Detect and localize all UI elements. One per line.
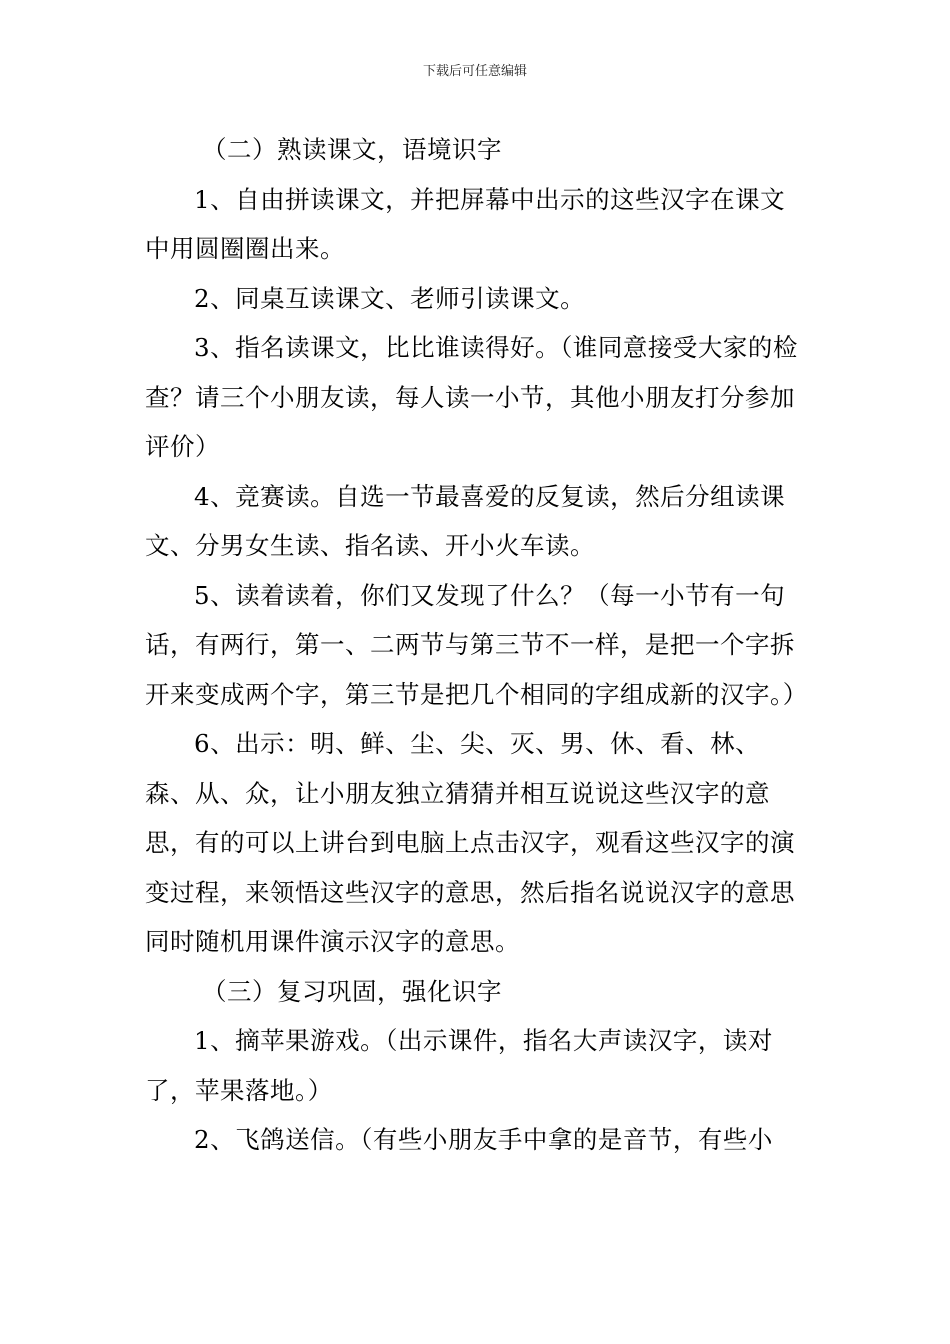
paragraph-2-5: 5、读着读着，你们又发现了什么？（每一小节有一句话，有两行，第一、二两节与第三节不一样，是把一个字拆开来变成两个字，第三节是把几个相同的字组成新的汉字。） [145, 580, 808, 709]
paragraph-2-1: 1、自由拼读课文，并把屏幕中出示的这些汉字在课文中用圆圈圈出来。 [145, 184, 786, 263]
section-heading-3: （三）复习巩固，强化识字 [202, 976, 502, 1006]
paragraph-2-6: 6、出示：明、鲜、尘、尖、灭、男、休、看、林、森、从、众，让小朋友独立猜猜并相互说说这些汉字的意思，有的可以上讲台到电脑上点击汉字，观看这些汉字的演变过程，来领悟这些汉字的意思，然后指名说说汉字的意思同时随机用课件演示汉字的意思。 [145, 729, 795, 956]
page-header: 下载后可任意编辑 [422, 64, 527, 79]
document-body [145, 125, 810, 1165]
paragraph-2-3: 3、指名读课文，比比谁读得好。（谁同意接受大家的检查？请三个小朋友读，每人读一小节，其他小朋友打分参加评价） [145, 333, 798, 461]
paragraph-2-4: 4、竞赛读。自选一节最喜爱的反复读，然后分组读课文、分男女生读、指名读、开小火车读。 [145, 481, 786, 560]
paragraph-3-2: 2、飞鸽送信。（有些小朋友手中拿的是音节，有些小 [194, 1125, 773, 1154]
paragraph-2-2: 2、同桌互读课文、老师引读课文。 [194, 283, 586, 313]
section-heading-2: （二）熟读课文，语境识字 [202, 135, 502, 164]
paragraph-3-1: 1、摘苹果游戏。（出示课件，指名大声读汉字，读对了，苹果落地。） [145, 1026, 773, 1105]
